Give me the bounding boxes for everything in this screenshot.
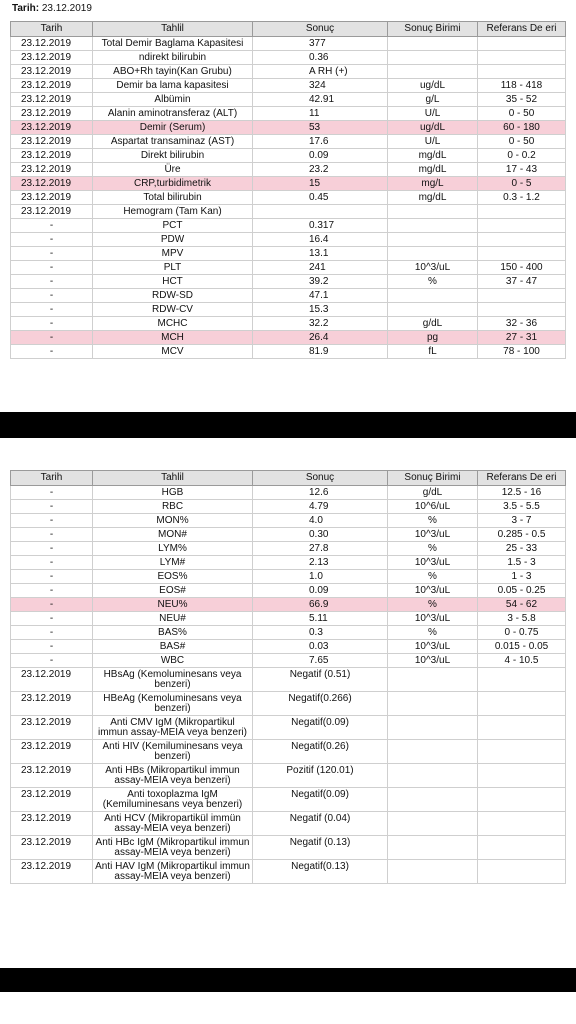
result-cell: 13.1 — [253, 247, 388, 261]
date-cell: 23.12.2019 — [11, 79, 93, 93]
test-name-cell: Aspartat transaminaz (AST) — [93, 135, 253, 149]
table-row — [11, 500, 566, 514]
reference-cell — [478, 219, 566, 233]
unit-cell: U/L — [388, 107, 478, 121]
date-cell: - — [11, 275, 93, 289]
date-cell: 23.12.2019 — [11, 812, 93, 836]
table-row — [11, 247, 566, 261]
unit-cell: g/L — [388, 93, 478, 107]
reference-cell — [478, 51, 566, 65]
test-name-cell: Anti HBc IgM (Mikropartikul immun assay-MEIA veya benzeri) — [93, 836, 253, 860]
date-cell: - — [11, 640, 93, 654]
reference-cell: 54 - 62 — [478, 598, 566, 612]
date-label: Tarih: — [12, 3, 40, 14]
result-cell: 0.36 — [253, 51, 388, 65]
result-cell: 17.6 — [253, 135, 388, 149]
unit-cell: % — [388, 626, 478, 640]
table-row — [11, 149, 566, 163]
result-cell: Negatif (0.51) — [253, 668, 388, 692]
table-row — [11, 107, 566, 121]
table-row — [11, 79, 566, 93]
table-row — [11, 135, 566, 149]
table-row — [11, 514, 566, 528]
test-name-cell: HBeAg (Kemoluminesans veya benzeri) — [93, 692, 253, 716]
table-row — [11, 65, 566, 79]
col-tahlil: Tahlil — [93, 22, 253, 37]
result-cell: Negatif(0.09) — [253, 788, 388, 812]
unit-cell: % — [388, 514, 478, 528]
date-cell: - — [11, 247, 93, 261]
date-cell: - — [11, 345, 93, 359]
unit-cell: mg/L — [388, 177, 478, 191]
reference-cell: 32 - 36 — [478, 317, 566, 331]
reference-cell — [478, 65, 566, 79]
test-name-cell: MON% — [93, 514, 253, 528]
result-cell: 0.3 — [253, 626, 388, 640]
reference-cell: 78 - 100 — [478, 345, 566, 359]
reference-cell: 3 - 7 — [478, 514, 566, 528]
test-name-cell: BAS# — [93, 640, 253, 654]
reference-cell — [478, 812, 566, 836]
test-name-cell: PLT — [93, 261, 253, 275]
test-name-cell: RDW-CV — [93, 303, 253, 317]
reference-cell — [478, 740, 566, 764]
result-cell: 27.8 — [253, 542, 388, 556]
result-cell: Negatif(0.13) — [253, 860, 388, 884]
unit-cell: 10^3/uL — [388, 612, 478, 626]
result-cell: 2.13 — [253, 556, 388, 570]
table-row — [11, 836, 566, 860]
col-tahlil: Tahlil — [93, 471, 253, 486]
reference-cell: 0 - 50 — [478, 107, 566, 121]
date-cell: 23.12.2019 — [11, 149, 93, 163]
col-sonuc: Sonuç — [253, 471, 388, 486]
unit-cell — [388, 51, 478, 65]
date-cell: 23.12.2019 — [11, 37, 93, 51]
date-cell: - — [11, 514, 93, 528]
unit-cell: g/dL — [388, 486, 478, 500]
test-name-cell: HGB — [93, 486, 253, 500]
test-name-cell: Anti CMV IgM (Mikropartikul immun assay-MEIA veya benzeri) — [93, 716, 253, 740]
test-name-cell: EOS# — [93, 584, 253, 598]
date-cell: - — [11, 303, 93, 317]
reference-cell — [478, 788, 566, 812]
test-name-cell: MCH — [93, 331, 253, 345]
unit-cell: 10^3/uL — [388, 528, 478, 542]
col-referans: Referans De eri — [478, 471, 566, 486]
date-cell: 23.12.2019 — [11, 860, 93, 884]
unit-cell: 10^3/uL — [388, 654, 478, 668]
unit-cell: % — [388, 542, 478, 556]
unit-cell: % — [388, 598, 478, 612]
table-row — [11, 317, 566, 331]
unit-cell — [388, 668, 478, 692]
date-cell: - — [11, 598, 93, 612]
unit-cell: mg/dL — [388, 149, 478, 163]
test-name-cell: Albümin — [93, 93, 253, 107]
unit-cell: % — [388, 570, 478, 584]
date-cell: 23.12.2019 — [11, 177, 93, 191]
date-cell: - — [11, 654, 93, 668]
result-cell: 377 — [253, 37, 388, 51]
table-row — [11, 261, 566, 275]
test-name-cell: Anti HCV (Mikropartikül immün assay-MEIA veya benzeri) — [93, 812, 253, 836]
unit-cell: 10^3/uL — [388, 584, 478, 598]
date-cell: 23.12.2019 — [11, 668, 93, 692]
reference-cell — [478, 247, 566, 261]
table-row — [11, 486, 566, 500]
result-cell: 47.1 — [253, 289, 388, 303]
test-name-cell: PDW — [93, 233, 253, 247]
unit-cell: 10^3/uL — [388, 261, 478, 275]
table-row — [11, 740, 566, 764]
reference-cell: 4 - 10.5 — [478, 654, 566, 668]
reference-cell: 35 - 52 — [478, 93, 566, 107]
table-row — [11, 303, 566, 317]
test-name-cell: Anti HBs (Mikropartikul immun assay-MEIA veya benzeri) — [93, 764, 253, 788]
unit-cell — [388, 219, 478, 233]
unit-cell — [388, 812, 478, 836]
unit-cell: U/L — [388, 135, 478, 149]
result-cell: A RH (+) — [253, 65, 388, 79]
col-tarih: Tarih — [11, 471, 93, 486]
test-name-cell: LYM% — [93, 542, 253, 556]
test-name-cell: MCV — [93, 345, 253, 359]
unit-cell: g/dL — [388, 317, 478, 331]
unit-cell — [388, 247, 478, 261]
reference-cell: 0 - 0.75 — [478, 626, 566, 640]
date-cell: 23.12.2019 — [11, 692, 93, 716]
test-name-cell: HCT — [93, 275, 253, 289]
reference-cell: 17 - 43 — [478, 163, 566, 177]
table-row — [11, 654, 566, 668]
table-row — [11, 612, 566, 626]
test-name-cell: Alanin aminotransferaz (ALT) — [93, 107, 253, 121]
table-row — [11, 692, 566, 716]
reference-cell: 1.5 - 3 — [478, 556, 566, 570]
reference-cell: 37 - 47 — [478, 275, 566, 289]
result-cell: 81.9 — [253, 345, 388, 359]
table-header — [11, 22, 566, 37]
table-row — [11, 570, 566, 584]
col-referans: Referans De eri — [478, 22, 566, 37]
test-name-cell: Total bilirubin — [93, 191, 253, 205]
date-cell: - — [11, 331, 93, 345]
reference-cell — [478, 37, 566, 51]
reference-cell — [478, 668, 566, 692]
date-cell: 23.12.2019 — [11, 107, 93, 121]
result-cell: 23.2 — [253, 163, 388, 177]
date-cell: 23.12.2019 — [11, 191, 93, 205]
test-name-cell: Anti toxoplazma IgM (Kemiluminesans veya benzeri) — [93, 788, 253, 812]
result-cell: 0.09 — [253, 584, 388, 598]
lab-results-table-2 — [10, 470, 566, 884]
date-cell: 23.12.2019 — [11, 764, 93, 788]
reference-cell: 0 - 5 — [478, 177, 566, 191]
reference-cell: 60 - 180 — [478, 121, 566, 135]
report-date — [12, 2, 92, 15]
date-cell: 23.12.2019 — [11, 135, 93, 149]
result-cell: 26.4 — [253, 331, 388, 345]
test-name-cell: NEU% — [93, 598, 253, 612]
col-birim: Sonuç Birimi — [388, 471, 478, 486]
table-row — [11, 716, 566, 740]
table-row — [11, 860, 566, 884]
table-row — [11, 177, 566, 191]
reference-cell: 150 - 400 — [478, 261, 566, 275]
reference-cell — [478, 836, 566, 860]
date-cell: 23.12.2019 — [11, 121, 93, 135]
col-birim: Sonuç Birimi — [388, 22, 478, 37]
table-row — [11, 812, 566, 836]
date-value: 23.12.2019 — [41, 3, 92, 14]
unit-cell: pg — [388, 331, 478, 345]
table-row — [11, 163, 566, 177]
date-cell: - — [11, 289, 93, 303]
unit-cell: ug/dL — [388, 79, 478, 93]
unit-cell: ug/dL — [388, 121, 478, 135]
date-cell: - — [11, 219, 93, 233]
result-cell: 11 — [253, 107, 388, 121]
date-cell: - — [11, 261, 93, 275]
test-name-cell: LYM# — [93, 556, 253, 570]
test-name-cell: Anti HAV IgM (Mikropartikul immun assay-MEIA veya benzeri) — [93, 860, 253, 884]
table-row — [11, 528, 566, 542]
date-cell: - — [11, 500, 93, 514]
test-name-cell: Üre — [93, 163, 253, 177]
reference-cell — [478, 233, 566, 247]
table-row — [11, 764, 566, 788]
date-cell: 23.12.2019 — [11, 205, 93, 219]
unit-cell — [388, 205, 478, 219]
table-row — [11, 626, 566, 640]
table-row — [11, 191, 566, 205]
test-name-cell: HBsAg (Kemoluminesans veya benzeri) — [93, 668, 253, 692]
result-cell: 5.11 — [253, 612, 388, 626]
table-row — [11, 584, 566, 598]
result-cell: Negatif (0.13) — [253, 836, 388, 860]
date-cell: 23.12.2019 — [11, 51, 93, 65]
result-cell: 1.0 — [253, 570, 388, 584]
result-cell: 4.0 — [253, 514, 388, 528]
date-cell: - — [11, 486, 93, 500]
result-cell: Pozitif (120.01) — [253, 764, 388, 788]
reference-cell: 3.5 - 5.5 — [478, 500, 566, 514]
date-cell: - — [11, 556, 93, 570]
reference-cell — [478, 303, 566, 317]
date-cell: 23.12.2019 — [11, 836, 93, 860]
unit-cell — [388, 764, 478, 788]
table-row — [11, 93, 566, 107]
reference-cell: 0.3 - 1.2 — [478, 191, 566, 205]
reference-cell: 3 - 5.8 — [478, 612, 566, 626]
result-cell: 32.2 — [253, 317, 388, 331]
test-name-cell: EOS% — [93, 570, 253, 584]
test-name-cell: Hemogram (Tam Kan) — [93, 205, 253, 219]
test-name-cell: PCT — [93, 219, 253, 233]
reference-cell — [478, 205, 566, 219]
test-name-cell: MON# — [93, 528, 253, 542]
table-row — [11, 542, 566, 556]
date-cell: - — [11, 233, 93, 247]
reference-cell: 0.285 - 0.5 — [478, 528, 566, 542]
unit-cell — [388, 740, 478, 764]
test-name-cell: Total Demir Baglama Kapasitesi — [93, 37, 253, 51]
table-row — [11, 668, 566, 692]
test-name-cell: ndirekt bilirubin — [93, 51, 253, 65]
unit-cell: 10^3/uL — [388, 556, 478, 570]
reference-cell — [478, 764, 566, 788]
table-row — [11, 233, 566, 247]
reference-cell: 118 - 418 — [478, 79, 566, 93]
result-cell: 0.30 — [253, 528, 388, 542]
result-cell: Negatif(0.09) — [253, 716, 388, 740]
unit-cell — [388, 37, 478, 51]
table-row — [11, 556, 566, 570]
unit-cell: fL — [388, 345, 478, 359]
unit-cell — [388, 289, 478, 303]
result-cell: 0.03 — [253, 640, 388, 654]
date-cell: - — [11, 626, 93, 640]
result-cell: 15.3 — [253, 303, 388, 317]
col-sonuc: Sonuç — [253, 22, 388, 37]
table-row — [11, 219, 566, 233]
reference-cell: 0.015 - 0.05 — [478, 640, 566, 654]
result-cell: 241 — [253, 261, 388, 275]
table-row — [11, 788, 566, 812]
unit-cell — [388, 716, 478, 740]
result-cell — [253, 205, 388, 219]
reference-cell: 25 - 33 — [478, 542, 566, 556]
test-name-cell: Anti HIV (Kemiluminesans veya benzeri) — [93, 740, 253, 764]
date-cell: 23.12.2019 — [11, 740, 93, 764]
unit-cell — [388, 65, 478, 79]
test-name-cell: MCHC — [93, 317, 253, 331]
result-cell: 16.4 — [253, 233, 388, 247]
test-name-cell: RDW-SD — [93, 289, 253, 303]
table-row — [11, 289, 566, 303]
date-cell: - — [11, 528, 93, 542]
test-name-cell: Demir (Serum) — [93, 121, 253, 135]
test-name-cell: Demir ba lama kapasitesi — [93, 79, 253, 93]
reference-cell: 27 - 31 — [478, 331, 566, 345]
test-name-cell: ABO+Rh tayin(Kan Grubu) — [93, 65, 253, 79]
lab-results-table-1 — [10, 21, 566, 359]
reference-cell — [478, 289, 566, 303]
test-name-cell: NEU# — [93, 612, 253, 626]
date-cell: - — [11, 584, 93, 598]
reference-cell: 0 - 0.2 — [478, 149, 566, 163]
table-row — [11, 37, 566, 51]
separator-band — [0, 412, 576, 438]
unit-cell — [388, 233, 478, 247]
table-row — [11, 275, 566, 289]
test-name-cell: CRP,turbidimetrik — [93, 177, 253, 191]
test-name-cell: WBC — [93, 654, 253, 668]
reference-cell — [478, 692, 566, 716]
table-row — [11, 51, 566, 65]
reference-cell: 12.5 - 16 — [478, 486, 566, 500]
result-cell: 39.2 — [253, 275, 388, 289]
table-header — [11, 471, 566, 486]
result-cell: 53 — [253, 121, 388, 135]
unit-cell: 10^3/uL — [388, 640, 478, 654]
result-cell: 66.9 — [253, 598, 388, 612]
date-cell: - — [11, 570, 93, 584]
unit-cell — [388, 860, 478, 884]
result-cell: 324 — [253, 79, 388, 93]
unit-cell: mg/dL — [388, 191, 478, 205]
col-tarih: Tarih — [11, 22, 93, 37]
result-cell: 12.6 — [253, 486, 388, 500]
date-cell: 23.12.2019 — [11, 163, 93, 177]
date-cell: 23.12.2019 — [11, 65, 93, 79]
date-cell: - — [11, 317, 93, 331]
unit-cell — [388, 692, 478, 716]
unit-cell — [388, 836, 478, 860]
unit-cell: 10^6/uL — [388, 500, 478, 514]
date-cell: 23.12.2019 — [11, 716, 93, 740]
reference-cell: 0.05 - 0.25 — [478, 584, 566, 598]
date-cell: - — [11, 612, 93, 626]
unit-cell: % — [388, 275, 478, 289]
result-cell: 15 — [253, 177, 388, 191]
table-row — [11, 598, 566, 612]
unit-cell: mg/dL — [388, 163, 478, 177]
result-cell: 42.91 — [253, 93, 388, 107]
result-cell: Negatif(0.26) — [253, 740, 388, 764]
unit-cell — [388, 303, 478, 317]
reference-cell: 0 - 50 — [478, 135, 566, 149]
result-cell: 0.317 — [253, 219, 388, 233]
table-row — [11, 205, 566, 219]
unit-cell — [388, 788, 478, 812]
result-cell: 0.45 — [253, 191, 388, 205]
result-cell: 0.09 — [253, 149, 388, 163]
date-cell: 23.12.2019 — [11, 788, 93, 812]
table-row — [11, 121, 566, 135]
reference-cell: 1 - 3 — [478, 570, 566, 584]
table-row — [11, 640, 566, 654]
table-row — [11, 345, 566, 359]
result-cell: 4.79 — [253, 500, 388, 514]
result-cell: Negatif(0.266) — [253, 692, 388, 716]
reference-cell — [478, 860, 566, 884]
result-cell: 7.65 — [253, 654, 388, 668]
test-name-cell: RBC — [93, 500, 253, 514]
separator-band — [0, 968, 576, 992]
reference-cell — [478, 716, 566, 740]
table-row — [11, 331, 566, 345]
result-cell: Negatif (0.04) — [253, 812, 388, 836]
test-name-cell: BAS% — [93, 626, 253, 640]
date-cell: 23.12.2019 — [11, 93, 93, 107]
test-name-cell: Direkt bilirubin — [93, 149, 253, 163]
test-name-cell: MPV — [93, 247, 253, 261]
date-cell: - — [11, 542, 93, 556]
